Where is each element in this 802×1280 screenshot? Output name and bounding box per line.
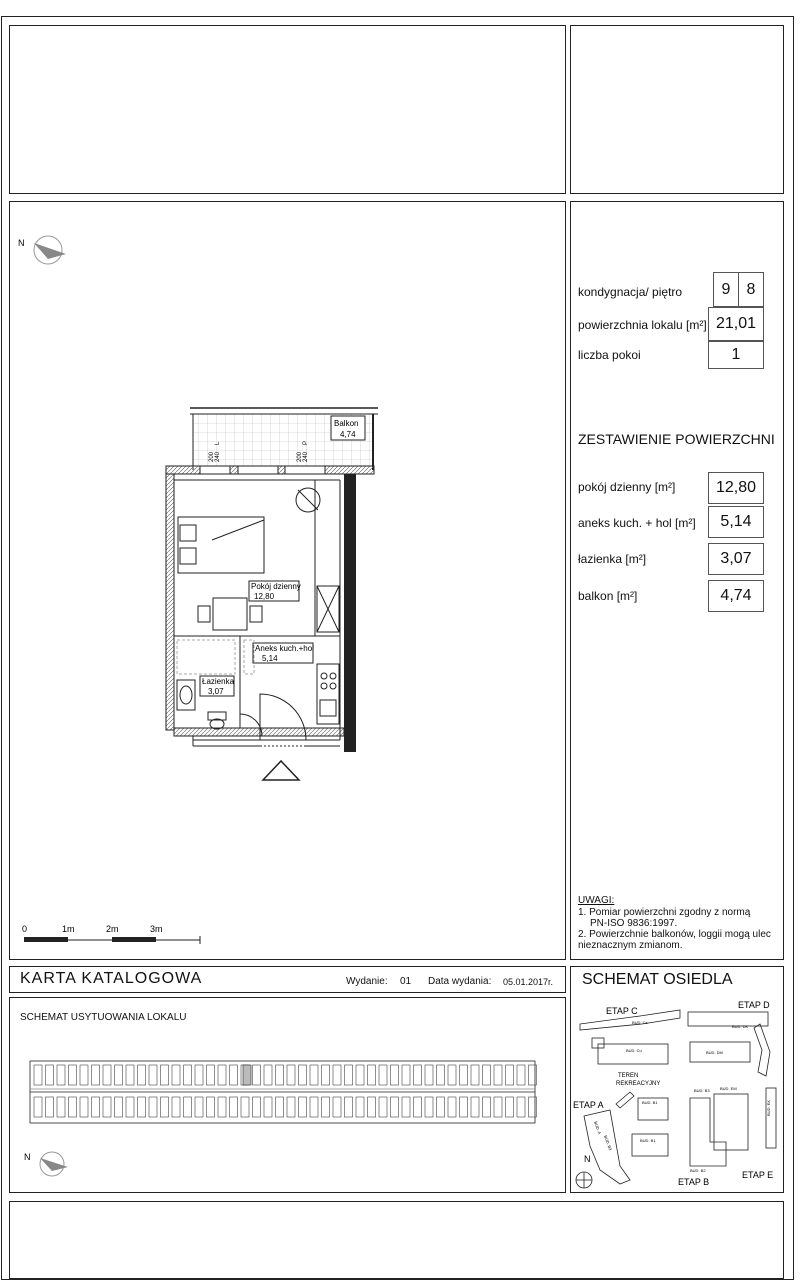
- area-label: powierzchnia lokalu [m²]: [578, 318, 707, 332]
- building-cell: [92, 1097, 100, 1117]
- building-cell: [299, 1065, 307, 1085]
- building-cell: [253, 1065, 261, 1085]
- balkon-name: Balkon: [334, 419, 359, 428]
- building-cell: [517, 1065, 525, 1085]
- notes-line-4: nieznacznym zmianom.: [578, 940, 683, 951]
- building-cell: [345, 1097, 353, 1117]
- bud-a: BUD. A: [593, 1120, 603, 1135]
- pokoj-area: 12,80: [254, 592, 275, 601]
- notes-line-3: 2. Powierzchnie balkonów, loggii mogą ulec: [578, 929, 771, 940]
- building-cell: [172, 1065, 180, 1085]
- building-cell: [115, 1065, 123, 1085]
- site-title: SCHEMAT OSIEDLA: [582, 971, 733, 988]
- building-cell: [460, 1097, 468, 1117]
- building-cell: [299, 1097, 307, 1117]
- summary-label-4: balkon [m²]: [578, 589, 638, 603]
- date-label: Data wydania:: [428, 976, 492, 987]
- etap-d: ETAP D: [738, 1000, 770, 1010]
- etap-e: ETAP E: [742, 1170, 774, 1180]
- building-cell: [322, 1097, 330, 1117]
- building-cell: [448, 1097, 456, 1117]
- building-cell: [149, 1065, 157, 1085]
- date-value: 05.01.2017r.: [503, 977, 554, 987]
- etap-a: ETAP A: [573, 1100, 604, 1110]
- etap-b: ETAP B: [678, 1177, 710, 1187]
- bud-dk: BUD. DK: [732, 1024, 749, 1029]
- scale-label-2m: 2m: [106, 924, 119, 934]
- building-cell: [494, 1065, 502, 1085]
- etap-c: ETAP C: [606, 1006, 638, 1016]
- teren-line-2: REKREACYJNY: [616, 1081, 661, 1087]
- building-cell: [218, 1097, 226, 1117]
- building-cell: [218, 1065, 226, 1085]
- building-cell: [402, 1097, 410, 1117]
- building-cell: [333, 1097, 341, 1117]
- building-cell: [448, 1065, 456, 1085]
- kitchen-icon: [317, 664, 339, 724]
- location-title: SCHEMAT USYTUOWANIA LOKALU: [20, 1012, 187, 1023]
- building-cell: [368, 1097, 376, 1117]
- header-right-box: [570, 25, 784, 194]
- rooms-value: 1: [708, 341, 764, 369]
- building-cell: [322, 1065, 330, 1085]
- summary-value-4: 4,74: [708, 580, 764, 612]
- building-cell: [46, 1065, 54, 1085]
- building-cell: [264, 1065, 272, 1085]
- building-cell: [414, 1097, 422, 1117]
- building-cell: [80, 1097, 88, 1117]
- lazienka-name: Łazienka: [202, 677, 235, 686]
- building-cell: [437, 1065, 445, 1085]
- building-cell: [517, 1097, 525, 1117]
- bud-b3-top: BUD. B3: [694, 1088, 710, 1093]
- toilet-icon: [208, 712, 226, 729]
- north-arrow-icon: [34, 236, 66, 264]
- location-schema: [0, 997, 566, 1193]
- entrance-marker-icon: [263, 761, 299, 780]
- pokoj-name: Pokój dzienny: [251, 582, 301, 591]
- floor-label: kondygnacja/ piętro: [578, 285, 683, 299]
- north-arrow-small-icon: [40, 1152, 68, 1176]
- area-value: 21,01: [708, 307, 764, 341]
- building-cell: [494, 1097, 502, 1117]
- building-cell: [356, 1065, 364, 1085]
- building-cell: [483, 1097, 491, 1117]
- building-cell: [230, 1065, 238, 1085]
- building-cell: [437, 1097, 445, 1117]
- building-cell: [161, 1097, 169, 1117]
- door-mark-l: L: [215, 441, 221, 445]
- building-cell: [460, 1065, 468, 1085]
- bottom-box: [9, 1201, 784, 1279]
- floor-value-2: 8: [738, 272, 764, 307]
- summary-label-2: aneks kuch. + hol [m²]: [578, 516, 696, 530]
- building-cell: [310, 1097, 318, 1117]
- scale-label-1m: 1m: [62, 924, 75, 934]
- bud-b1-top: BUD. B1: [642, 1100, 658, 1105]
- building-cell: [207, 1065, 215, 1085]
- summary-value-1: 12,80: [708, 472, 764, 504]
- rooms-label: liczba pokoi: [578, 348, 641, 362]
- building-cell: [391, 1065, 399, 1085]
- bud-cu: BUD. Cu: [626, 1048, 642, 1053]
- building-cell: [69, 1097, 77, 1117]
- building-cell: [506, 1097, 514, 1117]
- notes-line-2: PN-ISO 9836:1997.: [590, 918, 678, 929]
- building-cell: [46, 1097, 54, 1117]
- building-cell: [34, 1065, 42, 1085]
- door-mark-240-left: 240: [215, 451, 221, 462]
- building-cell: [276, 1065, 284, 1085]
- building-cell: [80, 1065, 88, 1085]
- building-cell: [172, 1097, 180, 1117]
- sink-icon: [177, 680, 195, 710]
- summary-value-3: 3,07: [708, 543, 764, 575]
- building-cell: [379, 1065, 387, 1085]
- building-cell: [402, 1065, 410, 1085]
- lazienka-area: 3,07: [208, 687, 224, 696]
- bud-cs: BUD. Cs: [632, 1020, 648, 1025]
- catalog-title: KARTA KATALOGOWA: [20, 970, 203, 987]
- edition-label: Wydanie:: [346, 976, 388, 987]
- floor-value-1: 9: [713, 272, 739, 307]
- bud-b3-side: BUD. B3: [603, 1134, 614, 1151]
- building-cell: [253, 1097, 261, 1117]
- aneks-name: Aneks kuch.+hol: [255, 644, 314, 653]
- building-cell: [264, 1097, 272, 1117]
- aneks-area: 5,14: [262, 654, 278, 663]
- building-cell: [69, 1065, 77, 1085]
- building-cell: [287, 1097, 295, 1117]
- building-cell: [103, 1097, 111, 1117]
- building-cell: [471, 1065, 479, 1085]
- teren-line-1: TEREN: [618, 1073, 639, 1079]
- building-cell: [391, 1097, 399, 1117]
- location-north-label: N: [24, 1152, 31, 1162]
- site-schema: [570, 966, 784, 1193]
- bud-dm: BUD. DM: [706, 1050, 723, 1055]
- scale-label-0: 0: [22, 924, 28, 934]
- apartment-highlight: [243, 1065, 251, 1085]
- building-cell: [57, 1097, 65, 1117]
- building-cell: [184, 1065, 192, 1085]
- notes-title: UWAGI:: [578, 895, 615, 906]
- building-cell: [126, 1097, 134, 1117]
- bud-b1-bottom: BUD. B1: [640, 1138, 656, 1143]
- balkon-area: 4,74: [340, 430, 356, 439]
- door-mark-200-right: 200: [297, 451, 303, 462]
- bud-em: BUD. EM: [720, 1086, 737, 1091]
- building-cell: [115, 1097, 123, 1117]
- table-icon: [198, 598, 262, 630]
- building-cell: [57, 1065, 65, 1085]
- edition-value: 01: [400, 976, 412, 987]
- building-cell: [195, 1097, 203, 1117]
- summary-label-1: pokój dzienny [m²]: [578, 480, 676, 494]
- building-cell: [414, 1065, 422, 1085]
- building-cell: [195, 1065, 203, 1085]
- north-label: N: [18, 238, 25, 248]
- scale-label-3m: 3m: [150, 924, 163, 934]
- door-mark-p: P: [303, 440, 309, 445]
- scale-bar: [24, 936, 200, 944]
- building-cell: [103, 1065, 111, 1085]
- building-cell: [287, 1065, 295, 1085]
- shower-icon: [177, 640, 235, 674]
- building-cell: [276, 1097, 284, 1117]
- building-cell: [425, 1097, 433, 1117]
- building-cell: [138, 1065, 146, 1085]
- building-cell: [506, 1065, 514, 1085]
- building-cell: [149, 1097, 157, 1117]
- building-cell: [483, 1065, 491, 1085]
- building-cell: [368, 1065, 376, 1085]
- door-mark-240-right: 240: [303, 451, 309, 462]
- summary-title: ZESTAWIENIE POWIERZCHNI: [578, 431, 775, 447]
- armchair-icon: [296, 488, 320, 512]
- building-cell: [92, 1065, 100, 1085]
- building-cell: [345, 1065, 353, 1085]
- site-north-label: N: [584, 1154, 591, 1164]
- building-cell: [356, 1097, 364, 1117]
- summary-label-3: łazienka [m²]: [578, 552, 647, 566]
- building-cell: [333, 1065, 341, 1085]
- bed-icon: [178, 517, 264, 573]
- building-cell: [471, 1097, 479, 1117]
- door-mark-200-left: 200: [209, 451, 215, 462]
- summary-value-2: 5,14: [708, 506, 764, 538]
- building-cell: [126, 1065, 134, 1085]
- building-cell: [425, 1065, 433, 1085]
- notes-line-1: 1. Pomiar powierzchni zgodny z normą: [578, 907, 751, 918]
- building-cell: [310, 1065, 318, 1085]
- building-cell: [379, 1097, 387, 1117]
- building-cell: [34, 1097, 42, 1117]
- building-cell: [230, 1097, 238, 1117]
- building-cell: [207, 1097, 215, 1117]
- building-cell: [241, 1097, 249, 1117]
- bud-ek: BUD. EK: [766, 1099, 771, 1116]
- building-cell: [184, 1097, 192, 1117]
- building-cell: [138, 1097, 146, 1117]
- building-cell: [161, 1065, 169, 1085]
- bud-b2: BUD. B2: [690, 1168, 706, 1173]
